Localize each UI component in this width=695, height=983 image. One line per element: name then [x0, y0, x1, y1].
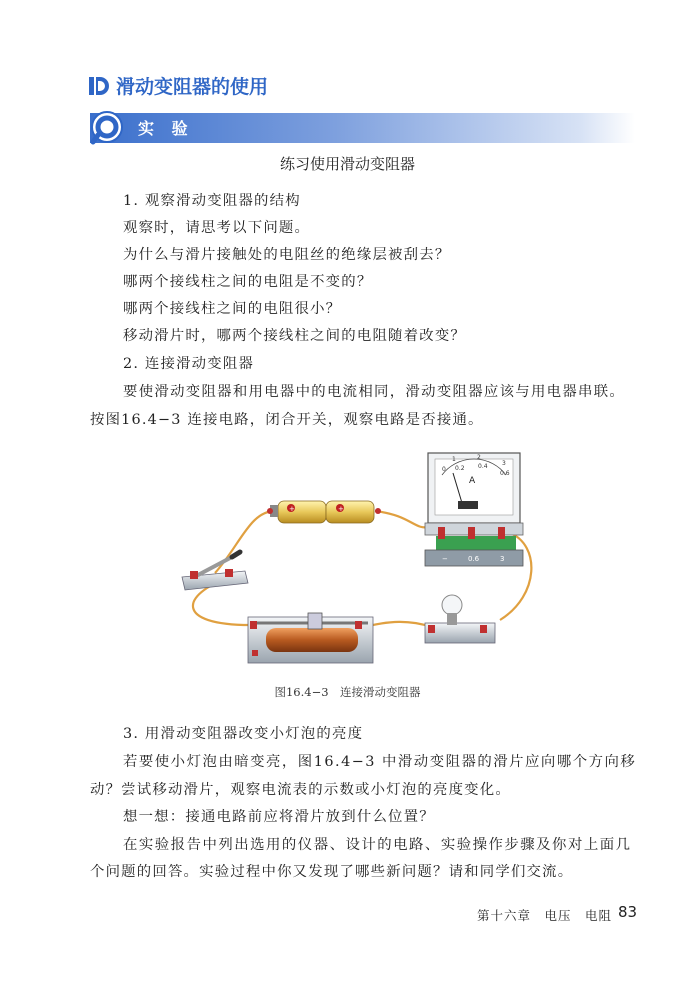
paragraph-line: 想一想：接通电路前应将滑片放到什么位置？: [123, 809, 435, 825]
terminal-label: 3: [500, 555, 505, 563]
svg-text:+: +: [289, 505, 295, 513]
scale-label: 1: [452, 456, 456, 463]
paragraph-line: 1. 观察滑动变阻器的结构: [123, 193, 301, 209]
terminal-label: −: [442, 555, 448, 563]
scale-label: 2: [477, 454, 481, 461]
paragraph-line: 观察时，请思考以下问题。: [123, 220, 311, 236]
light-bulb: [425, 595, 495, 643]
knife-switch: [182, 552, 248, 590]
section-marker-icon: [88, 75, 110, 97]
paragraph-line: 哪两个接线柱之间的电阻很小？: [123, 301, 342, 317]
scale-label: 0: [442, 466, 446, 473]
paragraph-line: 动？尝试移动滑片，观察电流表的示数或小灯泡的亮度变化。: [90, 782, 511, 798]
scale-label: 3: [502, 460, 506, 467]
paragraph-line: 要使滑动变阻器和用电器中的电流相同，滑动变阻器应该与用电器串联。: [123, 384, 626, 400]
paragraph-line: 为什么与滑片接触处的电阻丝的绝缘层被刮去？: [123, 247, 451, 263]
paragraph-line: 2. 连接滑动变阻器: [123, 356, 255, 372]
section-title: [88, 72, 268, 99]
paragraph-line: 个问题的回答。实验过程中你又发现了哪些新问题？请和同学们交流。: [90, 864, 574, 880]
paragraph-line: 在实验报告中列出选用的仪器、设计的电路、实验操作步骤及你对上面几: [123, 837, 632, 853]
sliding-rheostat: [248, 613, 373, 663]
scale-label: 0.2: [455, 465, 465, 472]
circuit-figure: [170, 445, 550, 680]
paragraph-line: 哪两个接线柱之间的电阻是不变的？: [123, 274, 373, 290]
ammeter-unit: A: [469, 476, 476, 486]
paragraph-line: 若要使小灯泡由暗变亮，图16.4−3 中滑动变阻器的滑片应向哪个方向移: [123, 754, 637, 770]
figure-caption: 图16.4−3 连接滑动变阻器: [274, 685, 421, 699]
paragraph-line: 移动滑片时，哪两个接线柱之间的电阻随着改变？: [123, 328, 466, 344]
svg-text:+: +: [338, 505, 344, 513]
experiment-label: 实 验: [138, 119, 194, 138]
page-number: 83: [618, 903, 638, 921]
paragraph-line: 按图16.4−3 连接电路，闭合开关，观察电路是否接通。: [90, 412, 484, 428]
chapter-footer: 第十六章 电压 电阻: [477, 908, 613, 923]
terminal-label: 0.6: [468, 555, 480, 563]
experiment-banner: [90, 113, 635, 143]
paragraph-line: 3. 用滑动变阻器改变小灯泡的亮度: [123, 726, 364, 742]
experiment-title: 练习使用滑动变阻器: [279, 155, 415, 173]
scale-label: 0.4: [478, 463, 488, 470]
section-title-text: 滑动变阻器的使用: [116, 76, 269, 98]
scale-label: 0.6: [500, 470, 510, 477]
magnifier-icon: [90, 111, 126, 145]
ammeter: [425, 453, 523, 566]
battery: [267, 501, 381, 523]
